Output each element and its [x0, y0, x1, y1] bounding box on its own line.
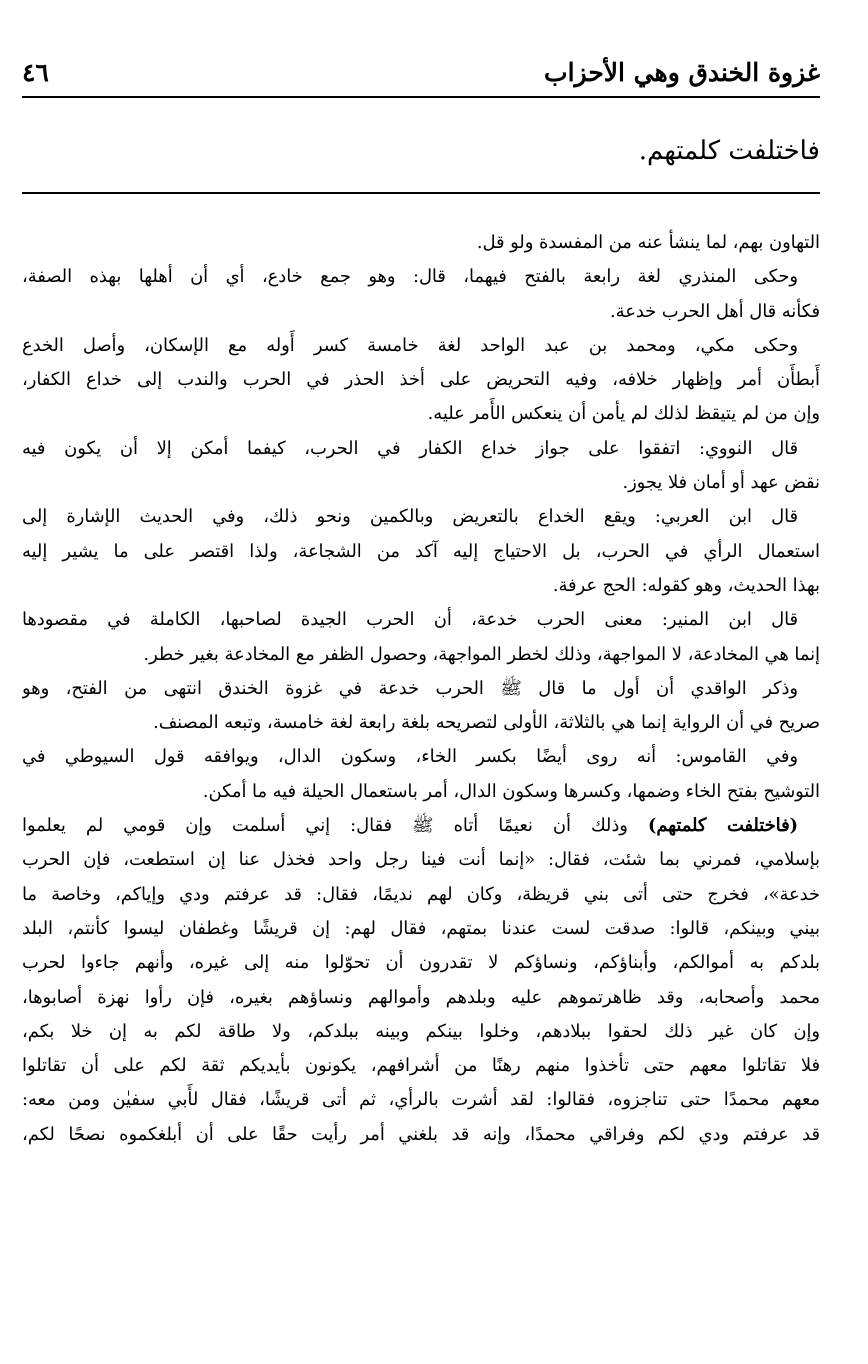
text-line [22, 466, 820, 500]
text-line [22, 672, 820, 706]
line-text: نقض عهد أو أمان فلا يجوز. [622, 472, 820, 494]
text-line [22, 912, 820, 946]
line-text: استعمال الرأي في الحرب، بل الاحتياج إليه آكد من الشجاعة، ولذا اقتصر على ما يشير إليه [22, 540, 820, 562]
line-text: وحكى المنذري لغة رابعة بالفتح فيهما، قال: وهو جمع خادع، أي أن أهلها بهذه الصفة، [22, 266, 798, 288]
line-text: وحكى مكي، ومحمد بن عبد الواحد لغة خامسة كسر أَوله مع الإسكان، وأصل الخدع [22, 334, 798, 356]
text-line [22, 1083, 820, 1117]
page-number: ٤٦ [22, 57, 49, 87]
text-line [22, 295, 820, 329]
quoted-matn-phrase: (فاختلفت كلمتهم) [647, 815, 798, 837]
text-line [22, 260, 820, 294]
text-line [22, 1118, 820, 1152]
text-line [22, 775, 820, 809]
matn-text: فاختلفت كلمتهم. [638, 136, 820, 166]
line-text: قال ابن المنير: معنى الحرب خدعة، أن الحرب الجيدة لصاحبها، الكاملة في مقصودها [22, 609, 798, 631]
line-text: فلا تقاتلوا معهم حتى تأخذوا منهم رهنًا من أشرافهم، يكونون بأيديكم ثقة لكم على أن تقاتلوا [22, 1055, 820, 1077]
text-line [22, 363, 820, 397]
line-text: وفي القاموس: أنه روى أيضًا بكسر الخاء، وسكون الدال، ويوافقه قول السيوطي في [22, 746, 798, 768]
text-line [22, 809, 820, 843]
line-text: وذلك أن نعيمًا أتاه ﷺ فقال: إني أسلمت وإن قومي لم يعلموا [22, 815, 628, 837]
line-text: قد عرفتم ودي لكم وفراقي محمدًا، وإنه قد بلغني أمر رأيت حقًا على أن أبلغكموه نصحًا لكم، [22, 1123, 820, 1145]
text-line [22, 569, 820, 603]
header-rule [22, 96, 820, 98]
text-line [22, 706, 820, 740]
text-line [22, 432, 820, 466]
line-text: بلدكم به أموالكم، وأبناؤكم، ونساؤكم لا تقدرون أن تحوّلوا منه إلى غيره، وأنهم جاءوا لحرب [22, 952, 820, 974]
line-text: فكأنه قال أهل الحرب خدعة. [610, 300, 820, 322]
line-text: بيني وبينكم، قالوا: صدقت لست عندنا بمتهم، فقال لهم: إن قريشًا وغطفان ليسوا كأنتم، البلد [22, 917, 820, 939]
line-text: صريح في أن الرواية إنما هي بالثلاثة، الأولى لتصريحه بلغة رابعة لغة خامسة، وتبعه المصنف. [153, 712, 820, 734]
text-line [22, 500, 820, 534]
line-text: بهذا الحديث، وهو كقوله: الحج عرفة. [552, 574, 820, 596]
text-line [22, 329, 820, 363]
line-text: وذكر الواقدي أن أول ما قال ﷺ الحرب خدعة في غزوة الخندق انتهى من الفتح، وهو [22, 677, 798, 699]
line-text: خدعة»، فخرج حتى أتى بني قريظة، وكان لهم نديمًا، فقال: قد عرفتم ودي وإياكم، وخاصة ما [22, 883, 820, 905]
text-line [22, 603, 820, 637]
text-line [22, 946, 820, 980]
text-line [22, 535, 820, 569]
text-line [22, 981, 820, 1015]
line-text: معهم محمدًا حتى تناجزوه، فقالوا: لقد أشرت بالرأي، ثم أتى قريشًا، فقال لأَبي سفيٰن ومن معه: [22, 1089, 820, 1111]
line-text: أَبطأَن أمر وإظهار خلافه، وفيه التحريض على أخذ الحذر في الحرب والندب إلى خداع الكفار، [22, 369, 820, 391]
text-line [22, 638, 820, 672]
line-text: التوشيح بفتح الخاء وضمها، وكسرها وسكون الدال، أمر باستعمال الحيلة فيه ما أمكن. [202, 780, 820, 802]
line-text: قال ابن العربي: ويقع الخداع بالتعريض وبالكمين ونحو ذلك، وفي الحديث الإشارة إلى [22, 506, 798, 528]
text-line [22, 1015, 820, 1049]
commentary-separator [22, 192, 820, 194]
text-line [22, 878, 820, 912]
line-text: إنما هي المخادعة، لا المواجهة، وذلك لخطر المواجهة، وحصول الظفر مع المخادعة بغير خطر. [143, 643, 820, 665]
text-line [22, 843, 820, 877]
line-text: بإسلامي، فمرني بما شئت، فقال: «إنما أنت فينا رجل واحد فخذل عنا إن استطعت، فإن الحرب [22, 849, 820, 871]
line-text: محمد وأصحابه، وقد ظاهرتموهم عليه وبلدهم وأموالهم ونساؤهم بغيره، فإن رأوا نهزة أصابوها، [22, 986, 820, 1008]
text-line [22, 226, 820, 260]
text-line [22, 740, 820, 774]
text-line [22, 1049, 820, 1083]
page-header [22, 50, 820, 94]
line-text: قال النووي: اتفقوا على جواز خداع الكفار في الحرب، كيفما أمكن إلا أن يكون فيه [22, 437, 798, 459]
line-text: وإن من لم يتيقظ لذلك لم يأمن أن ينعكس الأَمر عليه. [427, 403, 820, 425]
commentary-body [22, 226, 820, 1152]
running-title: غزوة الخندق وهي الأحزاب [544, 57, 820, 87]
line-text: التهاون بهم، لما ينشأ عنه من المفسدة ولو قل. [476, 232, 820, 253]
line-text: وإن كان غير ذلك لحقوا ببلادهم، وخلوا بينكم وبينه ببلدكم، ولا طاقة لكم به إن خلا بكم، [22, 1020, 820, 1042]
text-line [22, 397, 820, 431]
